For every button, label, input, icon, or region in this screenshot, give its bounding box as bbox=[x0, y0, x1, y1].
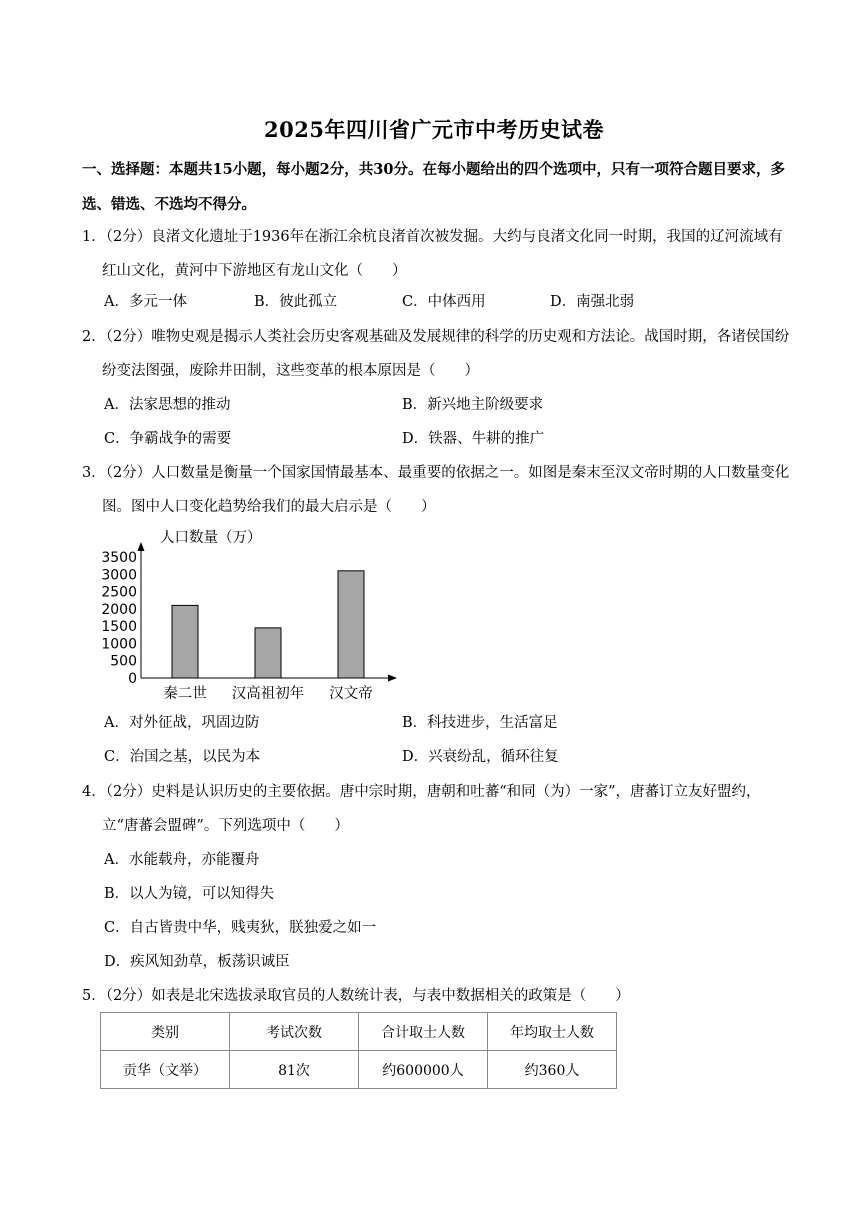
question-stem: 4．（2分）史料是认识历史的主要依据。唐中宗时期，唐朝和吐蕃“和同（为）一家”，唐蕃订立友好盟约，立“唐蕃会盟碑”。下列选项中（ ） bbox=[82, 784, 761, 834]
question-2-options-row1 bbox=[104, 388, 794, 422]
option-d[interactable]: D．疾风知劲草，板荡识诚臣 bbox=[104, 954, 290, 970]
table-header-cell: 考试次数 bbox=[230, 1013, 359, 1051]
bar-0 bbox=[172, 605, 198, 678]
question-1 bbox=[82, 220, 792, 288]
option-a[interactable]: A．法家思想的推动 bbox=[104, 397, 231, 413]
question-2 bbox=[82, 320, 792, 388]
option-a[interactable]: A．对外征战，巩固边防 bbox=[104, 715, 260, 731]
y-tick-label: 2000 bbox=[101, 601, 137, 618]
y-tick-label: 2500 bbox=[101, 584, 137, 601]
table-cell: 约360人 bbox=[488, 1051, 617, 1089]
x-tick-label: 汉高祖初年 bbox=[231, 686, 305, 702]
y-axis-label: 人口数量（万） bbox=[160, 530, 262, 546]
table-header-cell: 年均取士人数 bbox=[488, 1013, 617, 1051]
question-1-options bbox=[104, 285, 794, 319]
y-tick-label: 500 bbox=[110, 653, 137, 670]
option-b[interactable]: B．科技进步，生活富足 bbox=[402, 715, 558, 731]
option-b[interactable]: B．新兴地主阶级要求 bbox=[402, 397, 544, 413]
option-a[interactable]: A．多元一体 bbox=[104, 294, 187, 310]
y-axis-arrow bbox=[138, 542, 145, 551]
table-cell: 贡华（文举） bbox=[101, 1051, 230, 1089]
exam-stats-table bbox=[100, 1012, 617, 1089]
option-c[interactable]: C．中体西用 bbox=[402, 294, 486, 310]
option-d[interactable]: D．铁器、牛耕的推广 bbox=[402, 431, 545, 447]
table-row bbox=[101, 1051, 617, 1089]
question-stem: 2．（2分）唯物史观是揭示人类社会历史客观基础及发展规律的科学的历史观和方法论。战国时期，各诸侯国纷纷变法图强，废除井田制，这些变革的根本原因是（ ） bbox=[82, 329, 790, 379]
question-stem: 5．（2分）如表是北宋选拔录取官员的人数统计表，与表中数据相关的政策是（ ） bbox=[82, 988, 630, 1004]
bar-2 bbox=[338, 571, 364, 678]
option-b[interactable]: B．以人为镜，可以知得失 bbox=[104, 886, 275, 902]
question-stem: 1．（2分）良渚文化遗址于1936年在浙江余杭良渚首次被发掘。大约与良渚文化同一时期，我国的辽河流域有红山文化，黄河中下游地区有龙山文化（ ） bbox=[82, 229, 783, 279]
x-tick-label: 秦二世 bbox=[163, 686, 207, 702]
option-d[interactable]: D．南强北弱 bbox=[550, 294, 635, 310]
table-cell: 约600000人 bbox=[359, 1051, 488, 1089]
question-2-options-row2 bbox=[104, 422, 794, 456]
exam-title: 2025年四川省广元市中考历史试卷 bbox=[264, 117, 604, 142]
section-heading: 一、选择题：本题共15小题，每小题2分，共30分。在每小题给出的四个选项中，只有一项符合题目要求，多选、错选、不选均不得分。 bbox=[82, 161, 785, 213]
option-c[interactable]: C．争霸战争的需要 bbox=[104, 431, 232, 447]
option-b[interactable]: B．彼此孤立 bbox=[254, 294, 338, 310]
question-5 bbox=[82, 979, 792, 1013]
y-tick-label: 1000 bbox=[101, 636, 137, 653]
question-3 bbox=[82, 456, 792, 524]
question-4 bbox=[82, 775, 792, 843]
x-tick-label: 汉文帝 bbox=[329, 686, 373, 702]
x-axis-arrow bbox=[388, 675, 397, 682]
y-tick-label: 0 bbox=[128, 671, 137, 687]
option-c[interactable]: C．治国之基，以民为本 bbox=[104, 749, 261, 765]
option-c[interactable]: C．自古皆贵中华，贱夷狄，朕独爱之如一 bbox=[104, 920, 377, 936]
table-header-cell: 类别 bbox=[101, 1013, 230, 1051]
table-cell: 81次 bbox=[230, 1051, 359, 1089]
option-a[interactable]: A．水能载舟，亦能覆舟 bbox=[104, 852, 260, 868]
y-tick-label: 3500 bbox=[101, 550, 137, 566]
bar-1 bbox=[255, 628, 281, 678]
population-bar-chart bbox=[100, 522, 400, 707]
option-d[interactable]: D．兴衰纷乱，循环往复 bbox=[402, 749, 559, 765]
question-3-options-row2 bbox=[104, 740, 794, 774]
y-tick-label: 1500 bbox=[101, 619, 137, 636]
table-header-cell: 合计取士人数 bbox=[359, 1013, 488, 1051]
question-3-options-row1 bbox=[104, 706, 794, 740]
y-tick-label: 3000 bbox=[101, 567, 137, 584]
question-stem: 3．（2分）人口数量是衡量一个国家国情最基本、最重要的依据之一。如图是秦末至汉文帝时期的人口数量变化图。图中人口变化趋势给我们的最大启示是（ ） bbox=[82, 465, 790, 515]
table-header-row bbox=[101, 1013, 617, 1051]
